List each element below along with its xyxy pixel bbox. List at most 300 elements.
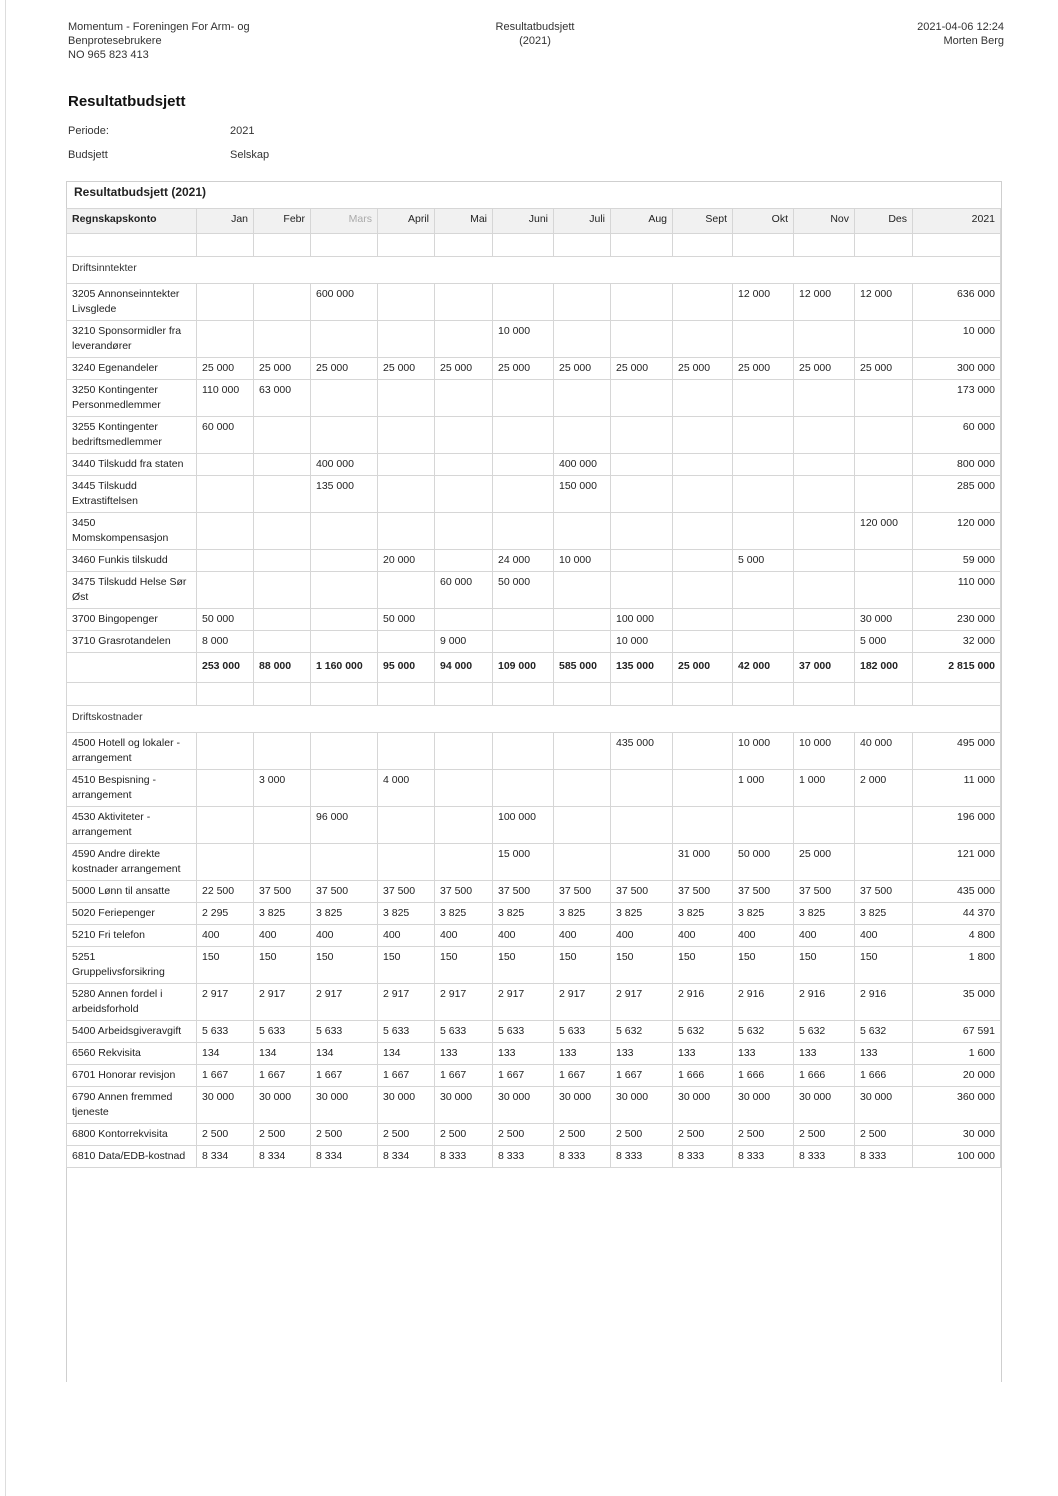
report-name-line2: (2021) — [519, 35, 551, 47]
income-total-cell: 1 160 000 — [311, 653, 378, 683]
month-value-cell: 30 000 — [733, 1087, 794, 1124]
month-value-cell: 63 000 — [254, 380, 311, 417]
month-value-cell: 3 825 — [855, 903, 913, 925]
month-value-cell: 25 000 — [197, 358, 254, 380]
month-value-cell — [611, 807, 673, 844]
table-row — [67, 770, 1001, 807]
year-total-cell: 230 000 — [913, 609, 1001, 631]
empty-cell — [254, 234, 311, 257]
account-name: 3460 Funkis tilskudd — [67, 550, 197, 572]
month-value-cell: 12 000 — [733, 284, 794, 321]
col-header-okt: Okt — [733, 209, 794, 234]
month-value-cell — [254, 476, 311, 513]
month-value-cell: 40 000 — [855, 733, 913, 770]
month-value-cell: 110 000 — [197, 380, 254, 417]
income-total-cell: 25 000 — [673, 653, 733, 683]
month-value-cell: 8 334 — [197, 1146, 254, 1168]
month-value-cell: 24 000 — [493, 550, 554, 572]
month-value-cell: 1 667 — [197, 1065, 254, 1087]
month-value-cell: 133 — [554, 1043, 611, 1065]
month-value-cell — [673, 417, 733, 454]
month-value-cell: 133 — [794, 1043, 855, 1065]
month-value-cell — [855, 380, 913, 417]
year-total-cell: 11 000 — [913, 770, 1001, 807]
month-value-cell: 8 333 — [673, 1146, 733, 1168]
month-value-cell: 150 — [254, 947, 311, 984]
month-value-cell — [673, 513, 733, 550]
month-value-cell — [254, 844, 311, 881]
account-name: 3240 Egenandeler — [67, 358, 197, 380]
month-value-cell — [435, 284, 493, 321]
cost-section — [67, 706, 1001, 733]
month-value-cell — [493, 380, 554, 417]
income-total-cell: 42 000 — [733, 653, 794, 683]
month-value-cell — [673, 770, 733, 807]
empty-cell — [493, 683, 554, 706]
income-total-cell: 182 000 — [855, 653, 913, 683]
org-number: NO 965 823 413 — [68, 49, 149, 61]
month-value-cell — [197, 807, 254, 844]
month-value-cell: 400 — [311, 925, 378, 947]
col-header-des: Des — [855, 209, 913, 234]
month-value-cell — [493, 631, 554, 653]
year-total-cell: 121 000 — [913, 844, 1001, 881]
month-value-cell — [611, 380, 673, 417]
month-value-cell — [254, 733, 311, 770]
account-name: 3205 Annonseinntekter Livsglede — [67, 284, 197, 321]
month-value-cell: 5 633 — [378, 1021, 435, 1043]
income-total-cell: 2 815 000 — [913, 653, 1001, 683]
income-total-cell: 585 000 — [554, 653, 611, 683]
month-value-cell: 2 500 — [733, 1124, 794, 1146]
month-value-cell: 100 000 — [611, 609, 673, 631]
empty-cell — [913, 234, 1001, 257]
month-value-cell — [733, 609, 794, 631]
month-value-cell: 400 — [254, 925, 311, 947]
month-value-cell — [378, 321, 435, 358]
month-value-cell — [197, 321, 254, 358]
month-value-cell: 133 — [493, 1043, 554, 1065]
table-row — [67, 380, 1001, 417]
table-row — [67, 1043, 1001, 1065]
month-value-cell: 31 000 — [673, 844, 733, 881]
month-value-cell — [673, 321, 733, 358]
empty-cell — [493, 234, 554, 257]
table-row — [67, 881, 1001, 903]
month-value-cell — [311, 513, 378, 550]
month-value-cell — [435, 733, 493, 770]
month-value-cell: 3 825 — [673, 903, 733, 925]
year-total-cell: 1 600 — [913, 1043, 1001, 1065]
empty-cell — [673, 234, 733, 257]
month-value-cell: 3 825 — [493, 903, 554, 925]
year-total-cell: 285 000 — [913, 476, 1001, 513]
month-value-cell: 1 667 — [493, 1065, 554, 1087]
month-value-cell: 150 — [673, 947, 733, 984]
account-name: 6560 Rekvisita — [67, 1043, 197, 1065]
income-section-label: Driftsinntekter — [67, 257, 1001, 284]
table-row — [67, 733, 1001, 770]
month-value-cell — [311, 733, 378, 770]
month-value-cell: 435 000 — [611, 733, 673, 770]
month-value-cell: 30 000 — [673, 1087, 733, 1124]
empty-cell — [197, 234, 254, 257]
month-value-cell — [435, 844, 493, 881]
col-header-jan: Jan — [197, 209, 254, 234]
spacer-row — [67, 683, 1001, 706]
month-value-cell: 2 917 — [611, 984, 673, 1021]
year-total-cell: 120 000 — [913, 513, 1001, 550]
month-value-cell: 5 000 — [855, 631, 913, 653]
month-value-cell — [855, 807, 913, 844]
month-value-cell — [197, 844, 254, 881]
month-value-cell: 400 — [673, 925, 733, 947]
month-value-cell: 50 000 — [378, 609, 435, 631]
month-value-cell — [197, 454, 254, 476]
month-value-cell: 2 500 — [378, 1124, 435, 1146]
month-value-cell: 37 500 — [554, 881, 611, 903]
month-value-cell: 135 000 — [311, 476, 378, 513]
month-value-cell — [493, 733, 554, 770]
month-value-cell: 25 000 — [493, 358, 554, 380]
month-value-cell: 2 295 — [197, 903, 254, 925]
month-value-cell — [554, 380, 611, 417]
table-row — [67, 572, 1001, 609]
month-value-cell — [493, 454, 554, 476]
year-total-cell: 4 800 — [913, 925, 1001, 947]
month-value-cell: 2 916 — [794, 984, 855, 1021]
table-row — [67, 284, 1001, 321]
month-value-cell — [794, 380, 855, 417]
empty-cell — [197, 683, 254, 706]
month-value-cell: 600 000 — [311, 284, 378, 321]
month-value-cell — [378, 284, 435, 321]
month-value-cell: 5 633 — [493, 1021, 554, 1043]
month-value-cell — [254, 417, 311, 454]
month-value-cell: 37 500 — [311, 881, 378, 903]
month-value-cell — [311, 844, 378, 881]
month-value-cell — [254, 572, 311, 609]
empty-cell — [254, 683, 311, 706]
month-value-cell — [554, 844, 611, 881]
account-name: 3445 Tilskudd Extrastiftelsen — [67, 476, 197, 513]
empty-cell — [913, 683, 1001, 706]
month-value-cell: 30 000 — [855, 1087, 913, 1124]
empty-cell — [554, 234, 611, 257]
month-value-cell — [794, 550, 855, 572]
month-value-cell — [611, 454, 673, 476]
month-value-cell — [197, 733, 254, 770]
month-value-cell: 1 000 — [794, 770, 855, 807]
month-value-cell: 2 500 — [611, 1124, 673, 1146]
empty-cell — [611, 683, 673, 706]
month-value-cell — [855, 572, 913, 609]
month-value-cell — [673, 609, 733, 631]
month-value-cell: 2 916 — [855, 984, 913, 1021]
period-value: 2021 — [230, 125, 255, 137]
month-value-cell — [855, 476, 913, 513]
col-header-account: Regnskapskonto — [67, 209, 197, 234]
month-value-cell: 8 333 — [733, 1146, 794, 1168]
month-value-cell: 133 — [733, 1043, 794, 1065]
month-value-cell: 10 000 — [611, 631, 673, 653]
account-name: 6810 Data/EDB-kostnad — [67, 1146, 197, 1168]
month-value-cell: 30 000 — [855, 609, 913, 631]
year-total-cell: 196 000 — [913, 807, 1001, 844]
month-value-cell — [254, 321, 311, 358]
month-value-cell: 10 000 — [493, 321, 554, 358]
month-value-cell: 400 — [733, 925, 794, 947]
month-value-cell: 133 — [855, 1043, 913, 1065]
month-value-cell: 30 000 — [311, 1087, 378, 1124]
month-value-cell: 50 000 — [197, 609, 254, 631]
month-value-cell: 133 — [435, 1043, 493, 1065]
month-value-cell — [554, 513, 611, 550]
month-value-cell: 8 333 — [493, 1146, 554, 1168]
account-name: 3210 Sponsormidler fra leverandører — [67, 321, 197, 358]
month-value-cell — [311, 572, 378, 609]
month-value-cell: 2 500 — [673, 1124, 733, 1146]
table-row — [67, 358, 1001, 380]
month-value-cell: 25 000 — [554, 358, 611, 380]
month-value-cell — [611, 844, 673, 881]
month-value-cell: 150 — [311, 947, 378, 984]
month-value-cell: 2 917 — [554, 984, 611, 1021]
month-value-cell: 3 825 — [378, 903, 435, 925]
month-value-cell: 50 000 — [493, 572, 554, 609]
month-value-cell: 3 825 — [554, 903, 611, 925]
table-row — [67, 844, 1001, 881]
table-row — [67, 609, 1001, 631]
month-value-cell — [554, 417, 611, 454]
month-value-cell: 2 500 — [554, 1124, 611, 1146]
month-value-cell: 400 — [794, 925, 855, 947]
month-value-cell — [197, 284, 254, 321]
month-value-cell: 25 000 — [733, 358, 794, 380]
month-value-cell: 60 000 — [435, 572, 493, 609]
month-value-cell: 5 000 — [733, 550, 794, 572]
month-value-cell — [733, 631, 794, 653]
month-value-cell: 12 000 — [794, 284, 855, 321]
empty-cell — [378, 234, 435, 257]
month-value-cell: 5 632 — [855, 1021, 913, 1043]
month-value-cell — [493, 609, 554, 631]
month-value-cell — [378, 454, 435, 476]
month-value-cell: 22 500 — [197, 881, 254, 903]
col-header-juni: Juni — [493, 209, 554, 234]
month-value-cell — [435, 321, 493, 358]
month-value-cell — [197, 513, 254, 550]
col-header-2021: 2021 — [913, 209, 1001, 234]
month-value-cell: 1 666 — [673, 1065, 733, 1087]
month-value-cell: 150 — [493, 947, 554, 984]
month-value-cell: 25 000 — [611, 358, 673, 380]
month-value-cell: 37 500 — [733, 881, 794, 903]
month-value-cell: 30 000 — [378, 1087, 435, 1124]
table-row — [67, 513, 1001, 550]
month-value-cell: 1 000 — [733, 770, 794, 807]
month-value-cell: 37 500 — [855, 881, 913, 903]
month-value-cell: 134 — [254, 1043, 311, 1065]
month-value-cell: 30 000 — [254, 1087, 311, 1124]
month-value-cell: 1 666 — [794, 1065, 855, 1087]
month-value-cell: 2 917 — [435, 984, 493, 1021]
account-name: 3255 Kontingenter bedriftsmedlemmer — [67, 417, 197, 454]
account-name: 6800 Kontorrekvisita — [67, 1124, 197, 1146]
month-value-cell — [493, 476, 554, 513]
month-value-cell: 37 500 — [435, 881, 493, 903]
period-label: Periode: — [68, 125, 109, 137]
budget-value: Selskap — [230, 149, 270, 161]
month-value-cell — [435, 417, 493, 454]
month-value-cell — [378, 476, 435, 513]
month-value-cell — [733, 476, 794, 513]
month-value-cell — [435, 550, 493, 572]
month-value-cell: 150 — [611, 947, 673, 984]
month-value-cell — [554, 609, 611, 631]
col-header-mars: Mars — [311, 209, 378, 234]
month-value-cell — [378, 733, 435, 770]
month-value-cell — [673, 733, 733, 770]
month-value-cell: 2 500 — [197, 1124, 254, 1146]
month-value-cell — [611, 321, 673, 358]
month-value-cell — [378, 572, 435, 609]
account-name: 5210 Fri telefon — [67, 925, 197, 947]
table-row — [67, 476, 1001, 513]
empty-cell — [855, 234, 913, 257]
month-value-cell — [855, 454, 913, 476]
month-value-cell — [311, 417, 378, 454]
month-value-cell: 2 500 — [254, 1124, 311, 1146]
month-value-cell: 1 667 — [378, 1065, 435, 1087]
budget-row — [68, 149, 270, 161]
month-value-cell: 5 632 — [794, 1021, 855, 1043]
month-value-cell — [311, 321, 378, 358]
month-value-cell: 2 916 — [673, 984, 733, 1021]
month-value-cell: 3 825 — [435, 903, 493, 925]
table-caption: Resultatbudsjett (2021) — [74, 185, 207, 199]
month-value-cell: 37 500 — [794, 881, 855, 903]
month-value-cell: 25 000 — [855, 358, 913, 380]
month-value-cell — [794, 609, 855, 631]
table-row — [67, 807, 1001, 844]
month-value-cell — [197, 572, 254, 609]
year-total-cell: 495 000 — [913, 733, 1001, 770]
month-value-cell — [673, 550, 733, 572]
org-name-line2: Benprotesebrukere — [68, 35, 162, 47]
income-total-cell: 253 000 — [197, 653, 254, 683]
account-name: 4530 Aktiviteter - arrangement — [67, 807, 197, 844]
month-value-cell — [611, 513, 673, 550]
account-name: 3440 Tilskudd fra staten — [67, 454, 197, 476]
month-value-cell — [197, 550, 254, 572]
month-value-cell: 2 500 — [855, 1124, 913, 1146]
month-value-cell — [733, 380, 794, 417]
year-total-cell: 435 000 — [913, 881, 1001, 903]
month-value-cell — [673, 631, 733, 653]
month-value-cell — [493, 284, 554, 321]
month-value-cell: 60 000 — [197, 417, 254, 454]
month-value-cell — [311, 550, 378, 572]
month-value-cell: 37 500 — [611, 881, 673, 903]
month-value-cell: 8 333 — [855, 1146, 913, 1168]
month-value-cell — [197, 476, 254, 513]
year-total-cell: 60 000 — [913, 417, 1001, 454]
month-value-cell: 133 — [673, 1043, 733, 1065]
month-value-cell: 1 667 — [611, 1065, 673, 1087]
month-value-cell — [855, 844, 913, 881]
month-value-cell: 25 000 — [435, 358, 493, 380]
month-value-cell: 30 000 — [197, 1087, 254, 1124]
print-datetime: 2021-04-06 12:24 — [917, 21, 1004, 33]
month-value-cell: 5 633 — [554, 1021, 611, 1043]
month-value-cell: 120 000 — [855, 513, 913, 550]
month-value-cell: 5 633 — [197, 1021, 254, 1043]
month-value-cell: 150 — [378, 947, 435, 984]
month-value-cell — [611, 284, 673, 321]
month-value-cell — [733, 417, 794, 454]
month-value-cell — [794, 513, 855, 550]
month-value-cell: 1 666 — [855, 1065, 913, 1087]
month-value-cell: 10 000 — [554, 550, 611, 572]
month-value-cell: 1 667 — [435, 1065, 493, 1087]
year-total-cell: 1 800 — [913, 947, 1001, 984]
month-value-cell — [611, 417, 673, 454]
year-total-cell: 30 000 — [913, 1124, 1001, 1146]
month-value-cell: 8 334 — [378, 1146, 435, 1168]
month-value-cell: 37 500 — [378, 881, 435, 903]
month-value-cell: 2 500 — [794, 1124, 855, 1146]
month-value-cell: 5 633 — [311, 1021, 378, 1043]
month-value-cell — [435, 476, 493, 513]
month-value-cell: 150 — [554, 947, 611, 984]
month-value-cell: 1 667 — [311, 1065, 378, 1087]
month-value-cell: 150 — [435, 947, 493, 984]
year-total-cell: 110 000 — [913, 572, 1001, 609]
month-value-cell — [435, 380, 493, 417]
income-total-cell: 37 000 — [794, 653, 855, 683]
month-value-cell — [378, 380, 435, 417]
month-value-cell — [493, 770, 554, 807]
month-value-cell — [254, 513, 311, 550]
col-header-nov: Nov — [794, 209, 855, 234]
print-user: Morten Berg — [943, 35, 1004, 47]
month-value-cell: 400 000 — [554, 454, 611, 476]
month-value-cell — [493, 417, 554, 454]
month-value-cell — [435, 609, 493, 631]
month-value-cell — [611, 550, 673, 572]
empty-cell — [673, 683, 733, 706]
month-value-cell: 134 — [311, 1043, 378, 1065]
month-value-cell — [673, 807, 733, 844]
month-value-cell — [611, 572, 673, 609]
cost-section-label: Driftskostnader — [67, 706, 1001, 733]
month-value-cell — [611, 770, 673, 807]
month-value-cell: 9 000 — [435, 631, 493, 653]
month-value-cell — [554, 631, 611, 653]
period-row — [68, 125, 255, 137]
month-value-cell — [733, 454, 794, 476]
month-value-cell — [435, 807, 493, 844]
account-name: 4590 Andre direkte kostnader arrangement — [67, 844, 197, 881]
income-total-row — [67, 653, 1001, 683]
table-row — [67, 1146, 1001, 1168]
month-value-cell — [435, 454, 493, 476]
month-value-cell: 400 — [493, 925, 554, 947]
month-value-cell: 25 000 — [673, 358, 733, 380]
year-total-cell: 800 000 — [913, 454, 1001, 476]
account-name: 4510 Bespisning - arrangement — [67, 770, 197, 807]
